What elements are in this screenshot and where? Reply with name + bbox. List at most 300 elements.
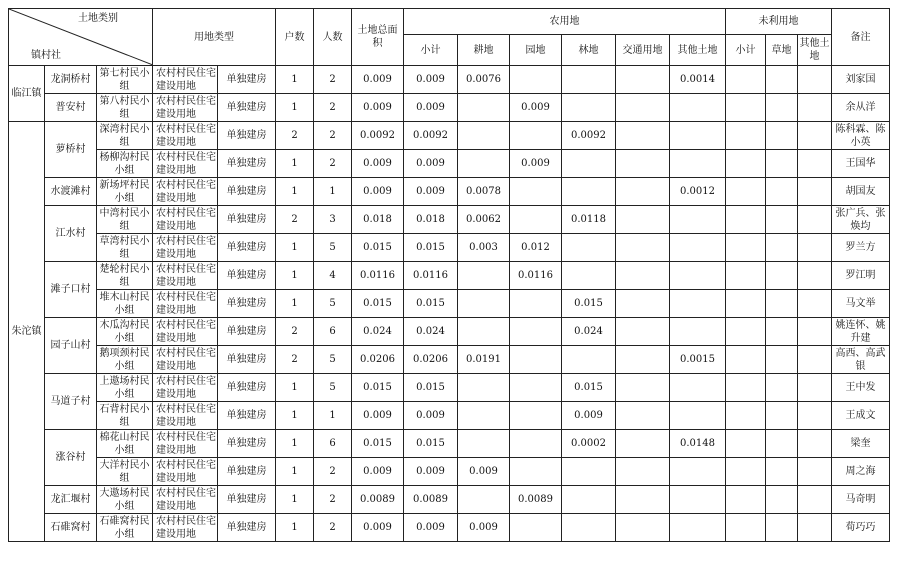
unused-other-cell bbox=[798, 150, 832, 178]
households-cell: 1 bbox=[276, 374, 314, 402]
total-area-cell: 0.018 bbox=[352, 206, 404, 234]
garden-cell bbox=[510, 514, 562, 542]
land-type-cell: 农村村民住宅建设用地 bbox=[153, 122, 218, 150]
people-cell: 1 bbox=[314, 178, 352, 206]
garden-cell: 0.012 bbox=[510, 234, 562, 262]
farm-subtotal-header: 小计 bbox=[404, 35, 458, 66]
unused-subtotal-cell bbox=[726, 374, 766, 402]
town-cell: 朱沱镇 bbox=[9, 122, 45, 542]
grassland-cell bbox=[766, 94, 798, 122]
farmland-group-header: 农用地 bbox=[404, 9, 726, 35]
farm-subtotal-cell: 0.009 bbox=[404, 150, 458, 178]
unused-land-group-header: 未利用地 bbox=[726, 9, 832, 35]
forest-cell bbox=[562, 458, 616, 486]
farm-subtotal-cell: 0.009 bbox=[404, 458, 458, 486]
table-row bbox=[9, 150, 890, 178]
forest-cell: 0.015 bbox=[562, 374, 616, 402]
other-land-cell bbox=[670, 318, 726, 346]
forest-cell bbox=[562, 262, 616, 290]
forest-cell bbox=[562, 94, 616, 122]
other-land-cell bbox=[670, 402, 726, 430]
garden-cell bbox=[510, 66, 562, 94]
group-cell: 草湾村民小组 bbox=[97, 234, 153, 262]
remark-cell: 陈科霖、陈小英 bbox=[832, 122, 890, 150]
unused-subtotal-cell bbox=[726, 234, 766, 262]
village-cell: 水渡滩村 bbox=[45, 178, 97, 206]
unused-other-cell bbox=[798, 262, 832, 290]
grassland-cell bbox=[766, 122, 798, 150]
garden-cell bbox=[510, 122, 562, 150]
remark-cell: 王成文 bbox=[832, 402, 890, 430]
farm-subtotal-cell: 0.009 bbox=[404, 66, 458, 94]
people-cell: 2 bbox=[314, 94, 352, 122]
village-cell: 滩子口村 bbox=[45, 262, 97, 318]
village-cell: 龙汇堰村 bbox=[45, 486, 97, 514]
header-row-1 bbox=[9, 9, 890, 35]
unused-subtotal-cell bbox=[726, 458, 766, 486]
unused-subtotal-cell bbox=[726, 290, 766, 318]
traffic-cell bbox=[616, 178, 670, 206]
table-row bbox=[9, 318, 890, 346]
forest-cell: 0.015 bbox=[562, 290, 616, 318]
unused-subtotal-cell bbox=[726, 178, 766, 206]
grassland-cell bbox=[766, 318, 798, 346]
build-type-cell: 单独建房 bbox=[218, 486, 276, 514]
total-area-cell: 0.009 bbox=[352, 178, 404, 206]
table-row bbox=[9, 122, 890, 150]
traffic-cell bbox=[616, 290, 670, 318]
farm-subtotal-cell: 0.015 bbox=[404, 374, 458, 402]
garden-cell bbox=[510, 402, 562, 430]
group-cell: 新场坪村民小组 bbox=[97, 178, 153, 206]
build-type-cell: 单独建房 bbox=[218, 346, 276, 374]
other-land-cell: 0.0015 bbox=[670, 346, 726, 374]
arable-cell bbox=[458, 374, 510, 402]
traffic-cell bbox=[616, 94, 670, 122]
total-area-cell: 0.015 bbox=[352, 430, 404, 458]
arable-cell bbox=[458, 402, 510, 430]
remark-cell: 马文举 bbox=[832, 290, 890, 318]
grassland-cell bbox=[766, 374, 798, 402]
people-cell: 2 bbox=[314, 458, 352, 486]
grassland-cell bbox=[766, 150, 798, 178]
corner-top-label: 土地类别 bbox=[78, 13, 118, 24]
households-cell: 1 bbox=[276, 66, 314, 94]
traffic-cell bbox=[616, 430, 670, 458]
total-area-header: 土地总面积 bbox=[352, 9, 404, 66]
group-cell: 上遨场村民小组 bbox=[97, 374, 153, 402]
traffic-header: 交通用地 bbox=[616, 35, 670, 66]
corner-bottom-label: 镇村社 bbox=[31, 50, 61, 61]
table-header bbox=[9, 9, 890, 66]
unused-other-cell bbox=[798, 318, 832, 346]
people-cell: 4 bbox=[314, 262, 352, 290]
garden-cell bbox=[510, 178, 562, 206]
unused-subtotal-cell bbox=[726, 150, 766, 178]
garden-cell bbox=[510, 430, 562, 458]
grassland-cell bbox=[766, 486, 798, 514]
total-area-cell: 0.015 bbox=[352, 290, 404, 318]
arable-cell bbox=[458, 262, 510, 290]
remark-cell: 胡国友 bbox=[832, 178, 890, 206]
garden-cell bbox=[510, 206, 562, 234]
land-type-cell: 农村村民住宅建设用地 bbox=[153, 262, 218, 290]
traffic-cell bbox=[616, 346, 670, 374]
table-row bbox=[9, 374, 890, 402]
people-cell: 5 bbox=[314, 234, 352, 262]
remark-cell: 王中发 bbox=[832, 374, 890, 402]
traffic-cell bbox=[616, 514, 670, 542]
unused-subtotal-cell bbox=[726, 262, 766, 290]
forest-cell: 0.009 bbox=[562, 402, 616, 430]
traffic-cell bbox=[616, 486, 670, 514]
build-type-cell: 单独建房 bbox=[218, 206, 276, 234]
households-cell: 1 bbox=[276, 514, 314, 542]
other-land-cell bbox=[670, 374, 726, 402]
remark-cell: 荀巧巧 bbox=[832, 514, 890, 542]
land-table-wrapper bbox=[8, 8, 890, 542]
arable-cell bbox=[458, 430, 510, 458]
unused-subtotal-header: 小计 bbox=[726, 35, 766, 66]
unused-other-cell bbox=[798, 122, 832, 150]
group-cell: 第七村民小组 bbox=[97, 66, 153, 94]
remark-cell: 张广兵、张焕均 bbox=[832, 206, 890, 234]
arable-cell: 0.0191 bbox=[458, 346, 510, 374]
unused-other-cell bbox=[798, 402, 832, 430]
forest-cell bbox=[562, 234, 616, 262]
arable-cell bbox=[458, 94, 510, 122]
traffic-cell bbox=[616, 318, 670, 346]
total-area-cell: 0.015 bbox=[352, 234, 404, 262]
grassland-header: 草地 bbox=[766, 35, 798, 66]
people-cell: 2 bbox=[314, 486, 352, 514]
other-land-cell bbox=[670, 290, 726, 318]
arable-cell bbox=[458, 290, 510, 318]
people-cell: 1 bbox=[314, 402, 352, 430]
traffic-cell bbox=[616, 262, 670, 290]
farm-subtotal-cell: 0.009 bbox=[404, 178, 458, 206]
remark-cell: 王国华 bbox=[832, 150, 890, 178]
land-type-cell: 农村村民住宅建设用地 bbox=[153, 430, 218, 458]
grassland-cell bbox=[766, 262, 798, 290]
group-cell: 木瓜沟村民小组 bbox=[97, 318, 153, 346]
unused-other-cell bbox=[798, 486, 832, 514]
people-cell: 2 bbox=[314, 122, 352, 150]
table-row bbox=[9, 290, 890, 318]
total-area-cell: 0.0092 bbox=[352, 122, 404, 150]
traffic-cell bbox=[616, 374, 670, 402]
grassland-cell bbox=[766, 66, 798, 94]
land-type-cell: 农村村民住宅建设用地 bbox=[153, 458, 218, 486]
arable-cell bbox=[458, 318, 510, 346]
land-type-cell: 农村村民住宅建设用地 bbox=[153, 66, 218, 94]
other-land-header: 其他土地 bbox=[670, 35, 726, 66]
total-area-cell: 0.009 bbox=[352, 150, 404, 178]
unused-subtotal-cell bbox=[726, 122, 766, 150]
households-cell: 1 bbox=[276, 402, 314, 430]
other-land-cell: 0.0014 bbox=[670, 66, 726, 94]
households-cell: 2 bbox=[276, 206, 314, 234]
group-cell: 大遨场村民小组 bbox=[97, 486, 153, 514]
table-row bbox=[9, 262, 890, 290]
forest-cell: 0.0092 bbox=[562, 122, 616, 150]
table-row bbox=[9, 178, 890, 206]
village-cell: 马道子村 bbox=[45, 374, 97, 430]
unused-other-cell bbox=[798, 346, 832, 374]
arable-cell bbox=[458, 486, 510, 514]
build-type-cell: 单独建房 bbox=[218, 458, 276, 486]
unused-other-header: 其他土地 bbox=[798, 35, 832, 66]
forest-cell bbox=[562, 486, 616, 514]
build-type-cell: 单独建房 bbox=[218, 430, 276, 458]
garden-cell: 0.009 bbox=[510, 94, 562, 122]
garden-cell bbox=[510, 346, 562, 374]
total-area-cell: 0.0206 bbox=[352, 346, 404, 374]
unused-subtotal-cell bbox=[726, 318, 766, 346]
table-row bbox=[9, 234, 890, 262]
unused-other-cell bbox=[798, 206, 832, 234]
remark-cell: 罗兰方 bbox=[832, 234, 890, 262]
forest-cell: 0.0002 bbox=[562, 430, 616, 458]
build-type-cell: 单独建房 bbox=[218, 318, 276, 346]
table-row bbox=[9, 66, 890, 94]
remark-cell: 梁奎 bbox=[832, 430, 890, 458]
farm-subtotal-cell: 0.0092 bbox=[404, 122, 458, 150]
remarks-header: 备注 bbox=[832, 9, 890, 66]
households-cell: 1 bbox=[276, 486, 314, 514]
land-type-header: 用地类型 bbox=[153, 9, 276, 66]
traffic-cell bbox=[616, 66, 670, 94]
unused-subtotal-cell bbox=[726, 94, 766, 122]
land-use-table bbox=[8, 8, 890, 542]
build-type-cell: 单独建房 bbox=[218, 178, 276, 206]
build-type-cell: 单独建房 bbox=[218, 262, 276, 290]
grassland-cell bbox=[766, 346, 798, 374]
farm-subtotal-cell: 0.009 bbox=[404, 94, 458, 122]
table-row bbox=[9, 514, 890, 542]
unused-subtotal-cell bbox=[726, 514, 766, 542]
households-cell: 2 bbox=[276, 318, 314, 346]
remark-cell: 罗江明 bbox=[832, 262, 890, 290]
unused-other-cell bbox=[798, 178, 832, 206]
unused-subtotal-cell bbox=[726, 486, 766, 514]
village-cell: 萝桥村 bbox=[45, 122, 97, 178]
grassland-cell bbox=[766, 234, 798, 262]
households-cell: 1 bbox=[276, 178, 314, 206]
garden-header: 园地 bbox=[510, 35, 562, 66]
table-row bbox=[9, 458, 890, 486]
unused-subtotal-cell bbox=[726, 346, 766, 374]
unused-other-cell bbox=[798, 94, 832, 122]
households-cell: 1 bbox=[276, 94, 314, 122]
unused-other-cell bbox=[798, 66, 832, 94]
arable-cell bbox=[458, 122, 510, 150]
unused-other-cell bbox=[798, 430, 832, 458]
other-land-cell bbox=[670, 122, 726, 150]
other-land-cell bbox=[670, 206, 726, 234]
unused-other-cell bbox=[798, 514, 832, 542]
group-cell: 深湾村民小组 bbox=[97, 122, 153, 150]
village-cell: 龙洞桥村 bbox=[45, 66, 97, 94]
build-type-cell: 单独建房 bbox=[218, 514, 276, 542]
total-area-cell: 0.0116 bbox=[352, 262, 404, 290]
unused-other-cell bbox=[798, 374, 832, 402]
total-area-cell: 0.009 bbox=[352, 402, 404, 430]
other-land-cell bbox=[670, 94, 726, 122]
other-land-cell bbox=[670, 514, 726, 542]
build-type-cell: 单独建房 bbox=[218, 234, 276, 262]
households-cell: 1 bbox=[276, 234, 314, 262]
traffic-cell bbox=[616, 206, 670, 234]
town-cell: 临江镇 bbox=[9, 66, 45, 122]
other-land-cell bbox=[670, 234, 726, 262]
households-cell: 1 bbox=[276, 262, 314, 290]
forest-cell bbox=[562, 150, 616, 178]
farm-subtotal-cell: 0.018 bbox=[404, 206, 458, 234]
unused-other-cell bbox=[798, 290, 832, 318]
remark-cell: 周之海 bbox=[832, 458, 890, 486]
other-land-cell bbox=[670, 486, 726, 514]
farm-subtotal-cell: 0.009 bbox=[404, 402, 458, 430]
table-row bbox=[9, 486, 890, 514]
people-cell: 6 bbox=[314, 430, 352, 458]
other-land-cell bbox=[670, 458, 726, 486]
arable-cell: 0.0078 bbox=[458, 178, 510, 206]
grassland-cell bbox=[766, 514, 798, 542]
people-cell: 2 bbox=[314, 66, 352, 94]
people-cell: 6 bbox=[314, 318, 352, 346]
forest-cell bbox=[562, 178, 616, 206]
arable-cell: 0.009 bbox=[458, 514, 510, 542]
other-land-cell: 0.0012 bbox=[670, 178, 726, 206]
land-type-cell: 农村村民住宅建设用地 bbox=[153, 150, 218, 178]
group-cell: 堆木山村民小组 bbox=[97, 290, 153, 318]
total-area-cell: 0.009 bbox=[352, 458, 404, 486]
farm-subtotal-cell: 0.024 bbox=[404, 318, 458, 346]
build-type-cell: 单独建房 bbox=[218, 402, 276, 430]
garden-cell: 0.009 bbox=[510, 150, 562, 178]
remark-cell: 刘家国 bbox=[832, 66, 890, 94]
grassland-cell bbox=[766, 206, 798, 234]
total-area-cell: 0.0089 bbox=[352, 486, 404, 514]
land-type-cell: 农村村民住宅建设用地 bbox=[153, 346, 218, 374]
village-cell: 江水村 bbox=[45, 206, 97, 262]
table-row bbox=[9, 346, 890, 374]
arable-header: 耕地 bbox=[458, 35, 510, 66]
total-area-cell: 0.024 bbox=[352, 318, 404, 346]
households-cell: 1 bbox=[276, 458, 314, 486]
build-type-cell: 单独建房 bbox=[218, 66, 276, 94]
group-cell: 石背村民小组 bbox=[97, 402, 153, 430]
people-cell: 2 bbox=[314, 514, 352, 542]
traffic-cell bbox=[616, 122, 670, 150]
garden-cell bbox=[510, 318, 562, 346]
group-cell: 楚轮村民小组 bbox=[97, 262, 153, 290]
total-area-cell: 0.015 bbox=[352, 374, 404, 402]
build-type-cell: 单独建房 bbox=[218, 150, 276, 178]
remark-cell: 姚连怀、姚升建 bbox=[832, 318, 890, 346]
total-area-cell: 0.009 bbox=[352, 66, 404, 94]
garden-cell bbox=[510, 458, 562, 486]
unused-subtotal-cell bbox=[726, 206, 766, 234]
table-body bbox=[9, 66, 890, 542]
arable-cell bbox=[458, 150, 510, 178]
arable-cell: 0.003 bbox=[458, 234, 510, 262]
forest-cell bbox=[562, 346, 616, 374]
group-cell: 石碓窝村民小组 bbox=[97, 514, 153, 542]
grassland-cell bbox=[766, 458, 798, 486]
households-cell: 1 bbox=[276, 150, 314, 178]
farm-subtotal-cell: 0.015 bbox=[404, 290, 458, 318]
people-header: 人数 bbox=[314, 9, 352, 66]
garden-cell: 0.0089 bbox=[510, 486, 562, 514]
land-type-cell: 农村村民住宅建设用地 bbox=[153, 374, 218, 402]
group-cell: 杨柳沟村民小组 bbox=[97, 150, 153, 178]
remark-cell: 余从洋 bbox=[832, 94, 890, 122]
farm-subtotal-cell: 0.015 bbox=[404, 234, 458, 262]
table-row bbox=[9, 94, 890, 122]
land-type-cell: 农村村民住宅建设用地 bbox=[153, 486, 218, 514]
village-cell: 涨谷村 bbox=[45, 430, 97, 486]
grassland-cell bbox=[766, 402, 798, 430]
group-cell: 中湾村民小组 bbox=[97, 206, 153, 234]
grassland-cell bbox=[766, 178, 798, 206]
group-cell: 第八村民小组 bbox=[97, 94, 153, 122]
traffic-cell bbox=[616, 458, 670, 486]
people-cell: 5 bbox=[314, 290, 352, 318]
other-land-cell bbox=[670, 150, 726, 178]
land-type-cell: 农村村民住宅建设用地 bbox=[153, 514, 218, 542]
table-row bbox=[9, 206, 890, 234]
village-cell: 普安村 bbox=[45, 94, 97, 122]
households-header: 户数 bbox=[276, 9, 314, 66]
remark-cell: 马奇明 bbox=[832, 486, 890, 514]
traffic-cell bbox=[616, 234, 670, 262]
unused-other-cell bbox=[798, 234, 832, 262]
group-cell: 棉花山村民小组 bbox=[97, 430, 153, 458]
farm-subtotal-cell: 0.009 bbox=[404, 514, 458, 542]
land-type-cell: 农村村民住宅建设用地 bbox=[153, 234, 218, 262]
unused-subtotal-cell bbox=[726, 66, 766, 94]
land-type-cell: 农村村民住宅建设用地 bbox=[153, 178, 218, 206]
farm-subtotal-cell: 0.0089 bbox=[404, 486, 458, 514]
group-cell: 鹅项颈村民小组 bbox=[97, 346, 153, 374]
people-cell: 2 bbox=[314, 150, 352, 178]
households-cell: 2 bbox=[276, 346, 314, 374]
build-type-cell: 单独建房 bbox=[218, 374, 276, 402]
land-type-cell: 农村村民住宅建设用地 bbox=[153, 402, 218, 430]
unused-other-cell bbox=[798, 458, 832, 486]
people-cell: 5 bbox=[314, 346, 352, 374]
remark-cell: 高西、高武银 bbox=[832, 346, 890, 374]
group-cell: 大洋村民小组 bbox=[97, 458, 153, 486]
village-cell: 石碓窝村 bbox=[45, 514, 97, 542]
corner-diagonal-cell bbox=[9, 9, 153, 66]
grassland-cell bbox=[766, 290, 798, 318]
farm-subtotal-cell: 0.015 bbox=[404, 430, 458, 458]
traffic-cell bbox=[616, 402, 670, 430]
land-type-cell: 农村村民住宅建设用地 bbox=[153, 318, 218, 346]
village-cell: 园子山村 bbox=[45, 318, 97, 374]
total-area-cell: 0.009 bbox=[352, 94, 404, 122]
land-type-cell: 农村村民住宅建设用地 bbox=[153, 206, 218, 234]
forest-cell: 0.024 bbox=[562, 318, 616, 346]
households-cell: 2 bbox=[276, 122, 314, 150]
build-type-cell: 单独建房 bbox=[218, 122, 276, 150]
forest-cell bbox=[562, 66, 616, 94]
farm-subtotal-cell: 0.0206 bbox=[404, 346, 458, 374]
other-land-cell bbox=[670, 262, 726, 290]
